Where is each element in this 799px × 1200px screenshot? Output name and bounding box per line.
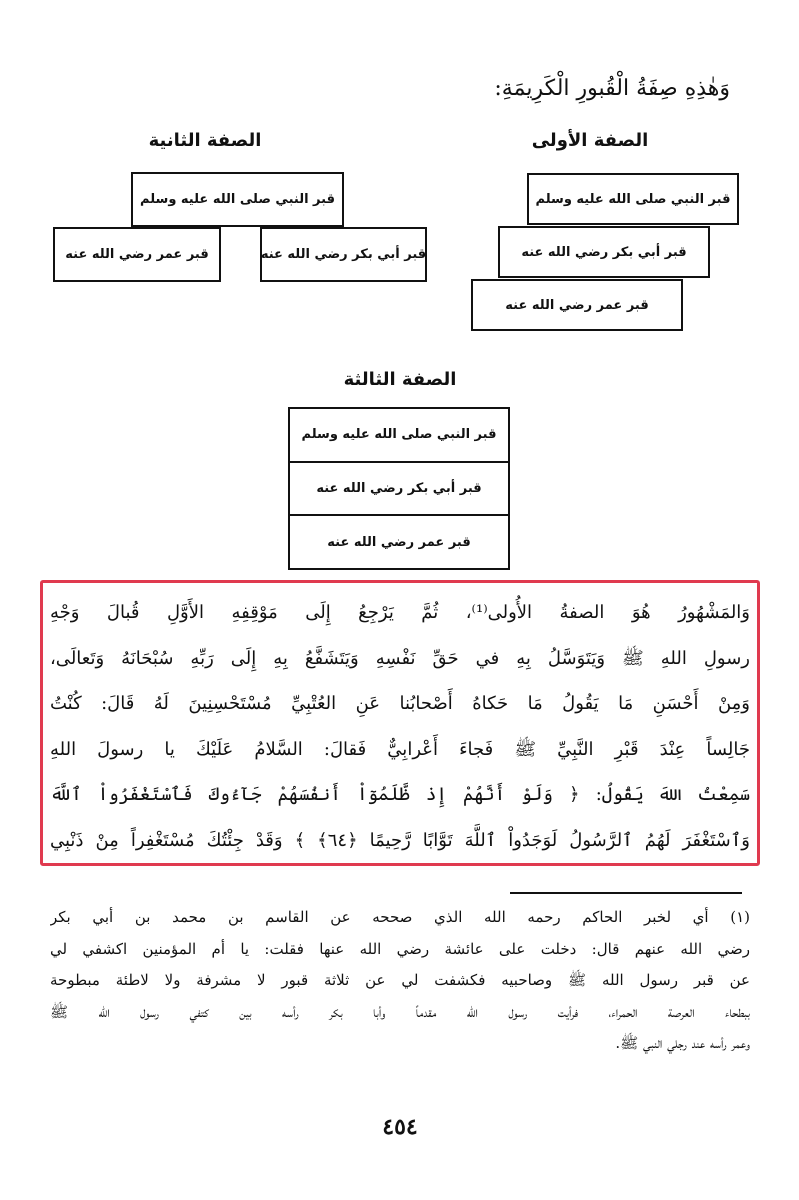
footnote-line: وعمر رأسه عند رجلي النبي ﷺ. xyxy=(615,1034,750,1052)
page-number: ٤٥٤ xyxy=(382,1114,418,1140)
passage-line: وَٱسْتَغْفَرَ لَهُمُ ٱلرَّسُولُ لَوَجَدُواْ ٱللَّهَ تَوَّابًا رَّحِيمًا ﴿٦٤﴾ ﴾ وَقَدْ جِئْتُكَ مُسْتَغْفِراً مِنْ ذَنْبِي xyxy=(50,829,750,851)
footnote-line: رضي الله عنهم قال: دخلت على عائشة رضي الله عنها فقلت: يا أم المؤمنين اكشفي لي xyxy=(50,939,750,958)
highlighted-passage xyxy=(50,590,750,863)
third-arrangement-title: الصفة الثالثة xyxy=(343,369,457,390)
footnote xyxy=(50,902,750,1060)
second-grave-abubakr: قبر أبي بكر رضي الله عنه xyxy=(260,227,427,282)
second-grave-prophet: قبر النبي صلى الله عليه وسلم xyxy=(131,172,344,227)
third-grave-prophet: قبر النبي صلى الله عليه وسلم xyxy=(301,427,497,443)
first-arrangement-title: الصفة الأولى xyxy=(531,130,649,151)
third-grave-stack xyxy=(288,407,510,570)
footnote-line: عن قبر رسول الله ﷺ وصاحبيه فكشفت لي عن ثلاثة قبور لا مشرفة ولا لاطئة مبطوحة xyxy=(50,971,750,989)
second-arrangement-title: الصفة الثانية xyxy=(148,130,262,151)
first-grave-prophet: قبر النبي صلى الله عليه وسلم xyxy=(527,173,739,225)
passage-line: رسولِ اللهِ ﷺ وَيَتَوَسَّلُ بِهِ في حَقِّ نَفْسِهِ وَيَتَشَفَّعُ بِهِ إِلَى رَبِّهِ سُبْحَانَهُ وَتَعالَى، xyxy=(50,647,750,669)
footnote-line: ببطحاء العرصة الحمراء، فرأيت رسول الله مقدماً وأبا بكر رأسه بين كتفي رسول الله ﷺ xyxy=(50,1002,750,1021)
intro-line: وَهٰذِهِ صِفَةُ الْقُبورِ الْكَرِيمَةِ: xyxy=(494,76,730,101)
first-grave-umar: قبر عمر رضي الله عنه xyxy=(471,279,683,331)
footnote-line: (١) أي لخبر الحاكم رحمه الله الذي صححه عن القاسم بن محمد بن أبي بكر xyxy=(50,908,750,926)
passage-line: سَمِعْتُ اللهَ يَقُولُ: ﴿ وَلَوْ أَنَّهُمْ إِذ ظَّلَمُوٓاْ أَنفُسَهُمْ جَآءُوكَ فَٱسْتَغْفَرُواْ ٱللَّهَ xyxy=(50,784,750,805)
third-grave-abubakr: قبر أبي بكر رضي الله عنه xyxy=(290,461,508,515)
passage-line: جَالِساً عِنْدَ قَبْرِ النَّبِيِّ ﷺ فَجاءَ أَعْرابِيٌّ فَقالَ: السَّلامُ عَلَيْكَ يا رسولَ اللهِ xyxy=(50,738,750,760)
first-grave-abubakr: قبر أبي بكر رضي الله عنه xyxy=(498,226,710,278)
passage-line: وَالمَشْهُورُ هُوَ الصفةُ الأُولى⁽¹⁾، ثُمَّ يَرْجِعُ إِلَى مَوْقِفِهِ الأَوَّلِ قُبالَ وَجْهِ xyxy=(50,602,750,623)
passage-line: وَمِنْ أَحْسَنِ مَا يَقُولُ مَا حَكاهُ أَصْحابُنا عَنِ العُتْبِيِّ مُسْتَحْسِنِينَ لَهُ قَالَ: كُنْتُ xyxy=(50,693,750,714)
footnote-separator xyxy=(510,892,742,894)
third-grave-umar: قبر عمر رضي الله عنه xyxy=(290,514,508,568)
second-grave-umar: قبر عمر رضي الله عنه xyxy=(53,227,221,282)
